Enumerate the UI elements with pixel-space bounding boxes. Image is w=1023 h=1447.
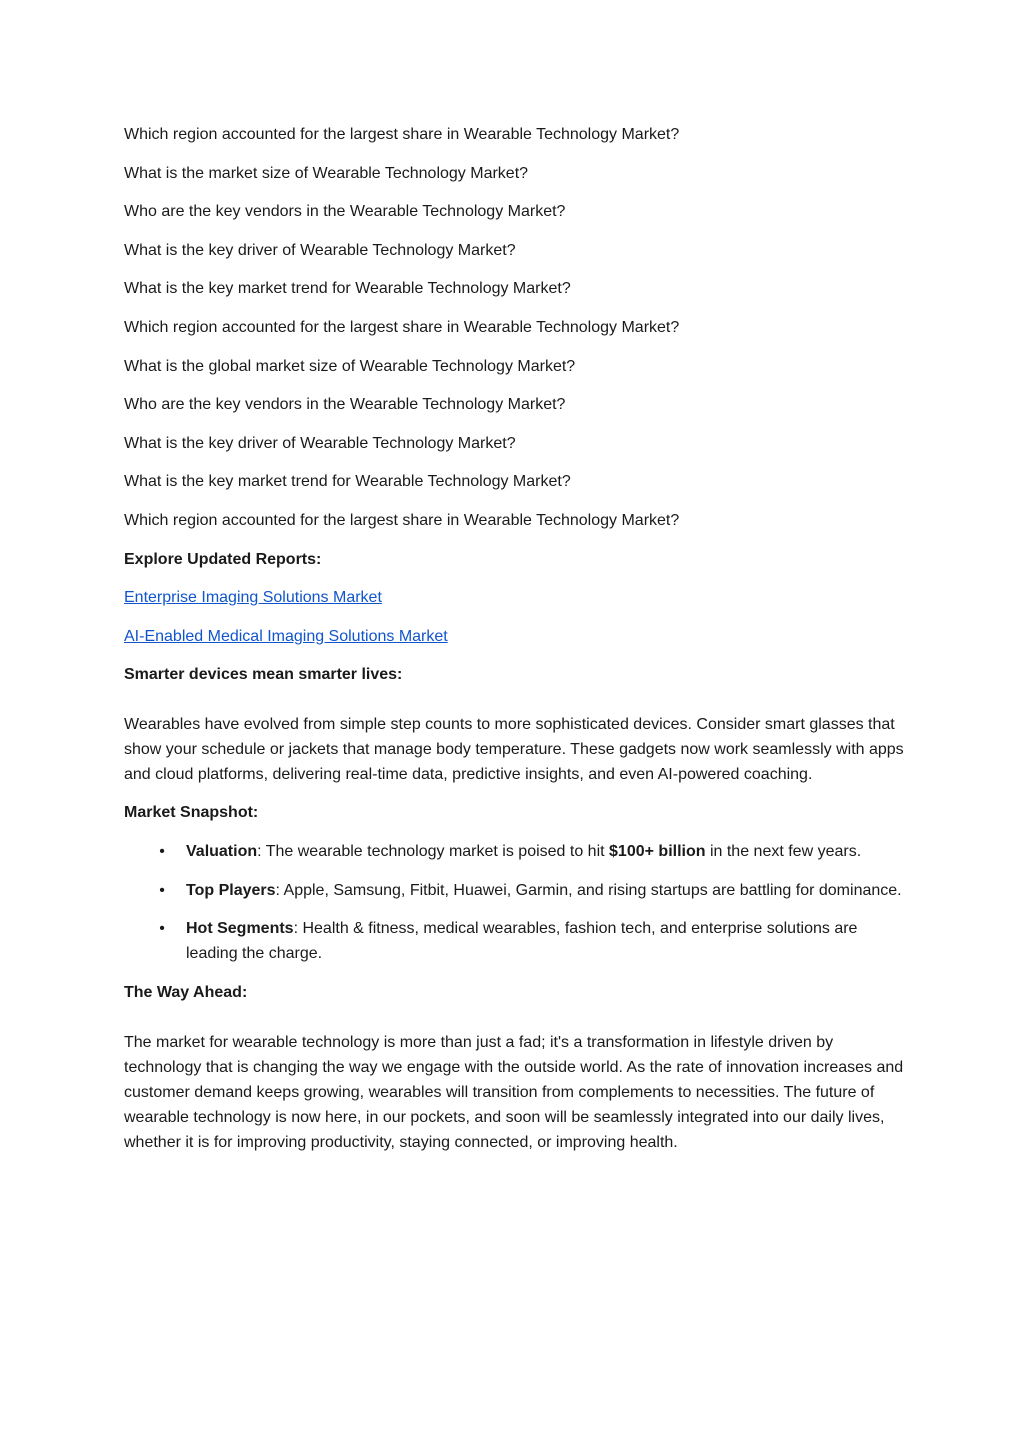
- faq-question: What is the key market trend for Wearable Technology Market?: [124, 473, 571, 491]
- snapshot-item-hot-segments: [124, 916, 904, 966]
- document-page: [124, 122, 904, 1168]
- snapshot-list: [124, 839, 904, 966]
- faq-question: What is the global market size of Wearable Technology Market?: [124, 357, 576, 375]
- snapshot-item-top-players: [124, 878, 904, 903]
- faq-question: What is the key driver of Wearable Technology Market?: [124, 241, 516, 259]
- faq-question: Which region accounted for the largest share in Wearable Technology Market?: [124, 318, 680, 336]
- faq-question: What is the key market trend for Wearable Technology Market?: [124, 280, 571, 298]
- explore-heading: Explore Updated Reports:: [124, 550, 322, 568]
- faq-list: [124, 122, 904, 533]
- smarter-paragraph: Wearables have evolved from simple step counts to more sophisticated devices. Consider smart glasses that show your schedule or jackets that manage body temperature. These gadgets now work seamlessly with apps and cloud platforms, delivering real-time data, predictive insights, and even AI-powered coaching.: [124, 716, 904, 784]
- snapshot-text: : Health & fitness, medical wearables, fashion tech, and enterprise solutions are leading the charge.: [186, 920, 858, 963]
- ai-medical-imaging-link[interactable]: AI-Enabled Medical Imaging Solutions Market: [124, 627, 448, 645]
- report-link-item: [124, 624, 904, 649]
- faq-question: Which region accounted for the largest share in Wearable Technology Market?: [124, 126, 680, 143]
- snapshot-text: : Apple, Samsung, Fitbit, Huawei, Garmin, and rising startups are battling for dominance.: [275, 881, 902, 899]
- faq-question: What is the market size of Wearable Technology Market?: [124, 164, 529, 182]
- report-link-item: [124, 585, 904, 610]
- snapshot-heading: Market Snapshot:: [124, 804, 259, 822]
- bullet-icon: •: [159, 881, 165, 899]
- faq-question: What is the key driver of Wearable Technology Market?: [124, 434, 516, 452]
- snapshot-text: : The wearable technology market is poised to hit: [257, 842, 610, 860]
- way-ahead-paragraph: The market for wearable technology is more than just a fad; it's a transformation in lifestyle driven by technology that is changing the way we engage with the outside world. As the rate of innovation increases and customer demand keeps growing, wearables will transition from complements to necessities. The future of wearable technology is now here, in our pockets, and soon will be seamlessly integrated into our daily lives, whether it is for improving productivity, staying connected, or improving health.: [124, 1033, 904, 1151]
- snapshot-label: Hot Segments: [186, 920, 294, 938]
- faq-question: Who are the key vendors in the Wearable Technology Market?: [124, 396, 566, 414]
- smarter-heading: Smarter devices mean smarter lives:: [124, 666, 403, 684]
- bullet-icon: •: [159, 842, 165, 860]
- way-ahead-heading: The Way Ahead:: [124, 983, 248, 1001]
- snapshot-label: Top Players: [186, 881, 276, 899]
- snapshot-text-end: in the next few years.: [705, 842, 862, 860]
- faq-question: Which region accounted for the largest share in Wearable Technology Market?: [124, 511, 680, 529]
- snapshot-label: Valuation: [186, 842, 258, 860]
- snapshot-item-valuation: [124, 839, 904, 864]
- bullet-icon: •: [159, 920, 165, 938]
- enterprise-imaging-link[interactable]: Enterprise Imaging Solutions Market: [124, 589, 382, 607]
- snapshot-emphasis: $100+ billion: [609, 842, 706, 860]
- faq-question: Who are the key vendors in the Wearable Technology Market?: [124, 203, 566, 221]
